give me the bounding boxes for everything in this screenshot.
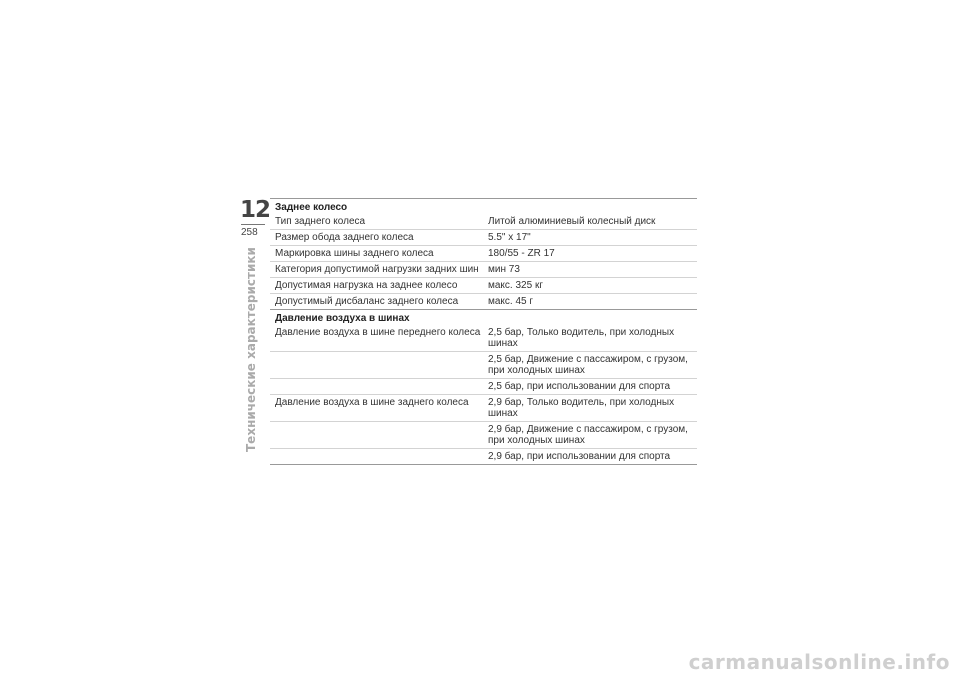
chapter-number: 12 <box>240 197 271 223</box>
row-label: Давление воздуха в шине переднего колеса <box>275 327 481 338</box>
row-label: Категория допустимой нагрузки задних шин <box>275 264 479 275</box>
row-value: макс. 325 кг <box>488 280 543 291</box>
table-row <box>270 278 697 294</box>
row-value: 2,5 бар, Только водитель, при холодных шинах <box>488 327 675 349</box>
table-row <box>270 379 697 395</box>
spec-table <box>270 198 697 465</box>
row-label <box>270 379 484 394</box>
row-label: Маркировка шины заднего колеса <box>275 248 434 259</box>
section-title-rear-wheel: Заднее колесо <box>275 202 348 213</box>
row-value: Литой алюминиевый колесный диск <box>488 216 656 227</box>
row-label: Давление воздуха в шине заднего колеса <box>275 397 469 408</box>
row-value: 2,9 бар, при использовании для спорта <box>488 451 671 462</box>
table-row <box>270 422 697 449</box>
table-row <box>270 214 697 230</box>
watermark: carmanualsonline.info <box>688 650 950 674</box>
table-row <box>270 294 697 309</box>
row-value: 180/55 - ZR 17 <box>488 248 555 259</box>
row-value: 2,5 бар, при использовании для спорта <box>488 381 671 392</box>
chapter-title-text: Технические характеристики <box>244 247 258 452</box>
table-row <box>270 262 697 278</box>
row-label: Размер обода заднего колеса <box>275 232 414 243</box>
row-value: 2,9 бар, Движение с пассажиром, с грузом, при холодных шинах <box>488 424 688 446</box>
row-label: Допустимый дисбаланс заднего колеса <box>275 296 459 307</box>
table-row <box>270 246 697 262</box>
table-row <box>270 395 697 422</box>
row-label: Тип заднего колеса <box>275 216 366 227</box>
row-value: 2,9 бар, Только водитель, при холодных шинах <box>488 397 675 419</box>
row-value: мин 73 <box>488 264 520 275</box>
table-row <box>270 325 697 352</box>
page-number: 258 <box>241 224 265 238</box>
table-row <box>270 449 697 465</box>
row-label <box>270 422 484 448</box>
row-label <box>270 352 484 378</box>
row-value: 2,5 бар, Движение с пассажиром, с грузом, при холодных шинах <box>488 354 688 376</box>
table-row <box>270 352 697 379</box>
row-value: макс. 45 г <box>488 296 534 307</box>
row-label: Допустимая нагрузка на заднее колесо <box>275 280 458 291</box>
row-label <box>270 449 484 464</box>
table-row <box>270 230 697 246</box>
section-title-tire-pressure: Давление воздуха в шинах <box>270 309 697 325</box>
row-value: 5.5" x 17" <box>488 232 531 243</box>
